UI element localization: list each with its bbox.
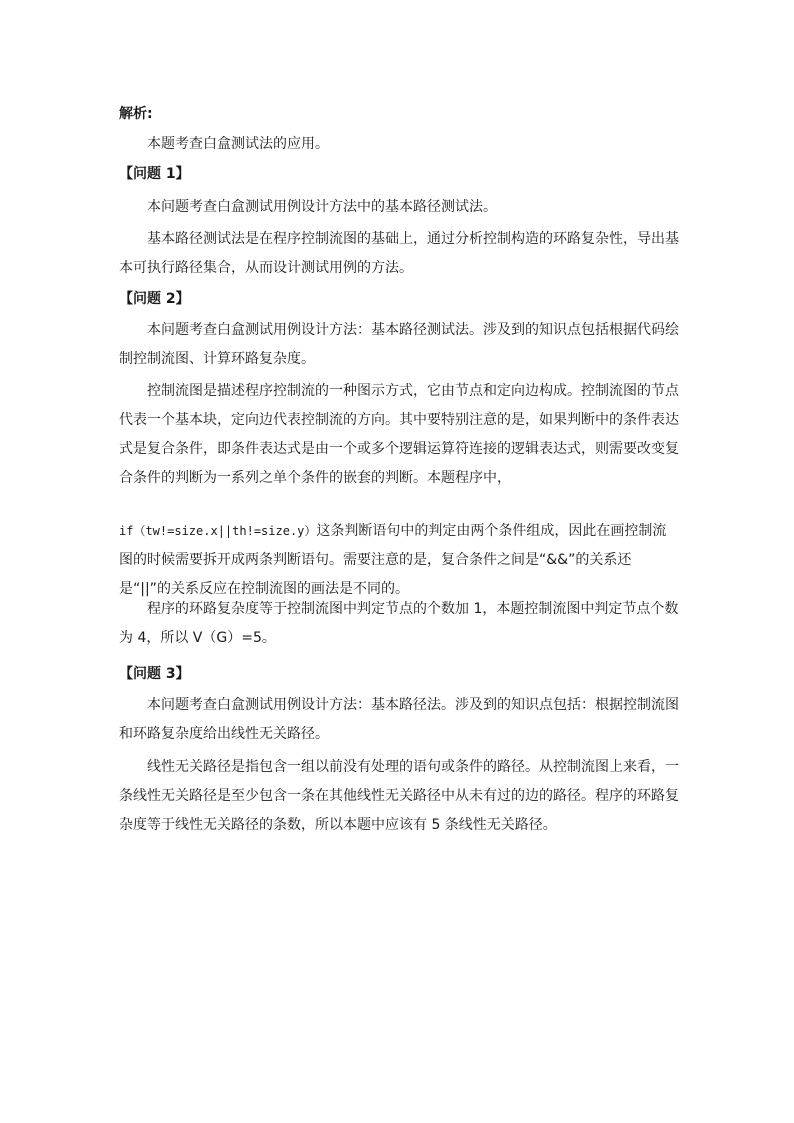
question-1-paragraph-2: 基本路径测试法是在程序控制流图的基础上，通过分析控制构造的环路复杂性，导出基本可执行路径集合，从而设计测试用例的方法。	[119, 231, 679, 276]
question-2-paragraph-3-text: 这条判断语句中的判定由两个条件组成，因此在画控制流图的时候需要拆开成两条判断语句。需要注意的是，复合条件之间是“&&”的关系还是“||”的关系反应在控制流图的画法是不同的。	[119, 523, 667, 597]
code-snippet: if（tw!=size.x||th!=size.y）	[119, 524, 317, 538]
question-2-paragraph-1: 本问题考查白盒测试用例设计方法：基本路径测试法。涉及到的知识点包括根据代码绘制控制流图、计算环路复杂度。	[119, 322, 679, 367]
question-1-heading: 【问题 1】	[119, 166, 190, 182]
intro-paragraph: 本题考查白盒测试法的应用。	[147, 136, 329, 152]
question-3-paragraph-2: 线性无关路径是指包含一组以前没有处理的语句或条件的路径。从控制流图上来看，一条线性无关路径是至少包含一条在其他线性无关路径中从未有过的边的路径。程序的环路复杂度等于线性无关路径的条数，所以本题中应该有 5 条线性无关路径。	[119, 759, 679, 833]
question-3-heading: 【问题 3】	[119, 666, 190, 682]
question-2-heading: 【问题 2】	[119, 291, 190, 307]
question-2-paragraph-4: 程序的环路复杂度等于控制流图中判定节点的个数加 1，本题控制流图中判定节点个数为 4，所以 V（G）=5。	[119, 601, 679, 646]
question-1-paragraph-1: 本问题考查白盒测试用例设计方法中的基本路径测试法。	[147, 199, 497, 215]
question-2-paragraph-3	[119, 517, 679, 604]
question-2-paragraph-2: 控制流图是描述程序控制流的一种图示方式，它由节点和定向边构成。控制流图的节点代表一个基本块，定向边代表控制流的方向。其中要特别注意的是，如果判断中的条件表达式是复合条件，即条件表达式是由一个或多个逻辑运算符连接的逻辑表达式，则需要改变复合条件的判断为一系列之单个条件的嵌套的判断。本题程序中，	[119, 383, 679, 486]
question-3-paragraph-1: 本问题考查白盒测试用例设计方法：基本路径法。涉及到的知识点包括：根据控制流图和环路复杂度给出线性无关路径。	[119, 697, 679, 742]
analysis-heading: 解析:	[119, 106, 153, 122]
